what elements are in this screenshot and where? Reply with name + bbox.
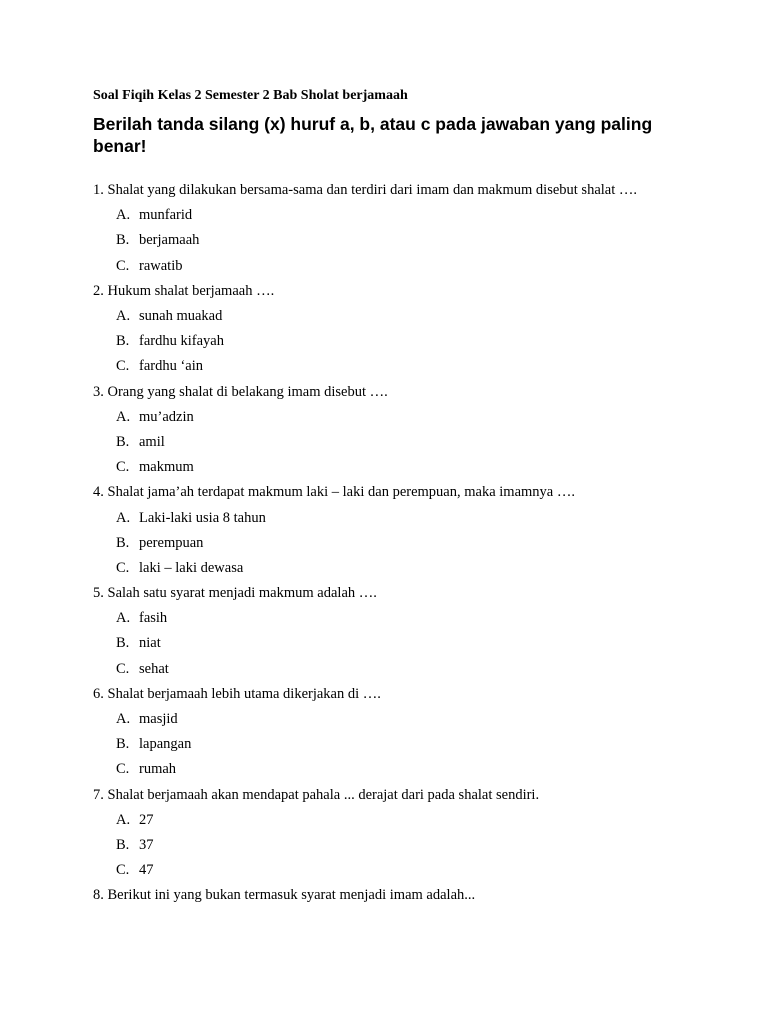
option-letter: A. — [116, 307, 131, 324]
question-text: 8. Berikut ini yang bukan termasuk syarat menjadi imam adalah... — [93, 887, 476, 904]
option-text: masjid — [139, 711, 178, 728]
option-letter: C. — [116, 761, 130, 778]
option-letter: A. — [116, 711, 131, 728]
option-text: 27 — [139, 811, 154, 828]
option-text: laki – laki dewasa — [139, 559, 244, 576]
option-c — [93, 354, 683, 379]
option-letter: B. — [116, 836, 130, 853]
option-text: berjamaah — [139, 232, 200, 249]
option-text: lapangan — [139, 736, 192, 753]
option-list — [93, 203, 683, 279]
option-a — [93, 707, 683, 732]
option-a — [93, 304, 683, 329]
question-text: 4. Shalat jama’ah terdapat makmum laki – laki dan perempuan, maka imamnya …. — [93, 484, 575, 501]
option-text: mu’adzin — [139, 408, 194, 425]
option-letter: C. — [116, 559, 130, 576]
option-list — [93, 707, 683, 783]
option-letter: C. — [116, 257, 130, 274]
question-7 — [93, 783, 683, 884]
instruction-heading: Berilah tanda silang (x) huruf a, b, atau c pada jawaban yang paling benar! — [93, 114, 653, 156]
option-letter: A. — [116, 408, 131, 425]
option-text: fardhu ‘ain — [139, 358, 204, 375]
option-letter: C. — [116, 660, 130, 677]
option-text: rawatib — [139, 257, 183, 274]
option-letter: B. — [116, 232, 130, 249]
option-text: Laki-laki usia 8 tahun — [139, 509, 266, 526]
option-list — [93, 506, 683, 582]
question-5 — [93, 581, 683, 682]
option-c — [93, 757, 683, 782]
option-b — [93, 732, 683, 757]
option-letter: C. — [116, 862, 130, 879]
question-2 — [93, 279, 683, 380]
option-text: fasih — [139, 610, 168, 627]
question-text: 6. Shalat berjamaah lebih utama dikerjakan di …. — [93, 685, 381, 702]
option-list — [93, 606, 683, 682]
question-text: 5. Salah satu syarat menjadi makmum adalah …. — [93, 585, 377, 602]
question-3 — [93, 380, 683, 481]
option-letter: B. — [116, 333, 130, 350]
document-page — [93, 86, 683, 909]
question-text: 3. Orang yang shalat di belakang imam disebut …. — [93, 383, 388, 400]
option-b — [93, 531, 683, 556]
option-a — [93, 405, 683, 430]
option-text: sehat — [139, 660, 169, 677]
option-text: rumah — [139, 761, 177, 778]
option-c — [93, 455, 683, 480]
option-b — [93, 430, 683, 455]
option-text: munfarid — [139, 207, 193, 224]
option-letter: B. — [116, 433, 130, 450]
option-text: fardhu kifayah — [139, 333, 224, 350]
question-4 — [93, 480, 683, 581]
option-text: perempuan — [139, 534, 204, 551]
option-letter: B. — [116, 635, 130, 652]
option-letter: A. — [116, 610, 131, 627]
option-letter: B. — [116, 736, 130, 753]
option-letter: C. — [116, 459, 130, 476]
option-letter: B. — [116, 534, 130, 551]
option-c — [93, 556, 683, 581]
option-a — [93, 808, 683, 833]
option-list — [93, 405, 683, 481]
document-title: Soal Fiqih Kelas 2 Semester 2 Bab Sholat berjamaah — [93, 88, 408, 103]
option-c — [93, 657, 683, 682]
question-text: 1. Shalat yang dilakukan bersama-sama dan terdiri dari imam dan makmum disebut shalat …. — [93, 182, 638, 198]
option-text: makmum — [139, 459, 194, 476]
option-text: niat — [139, 635, 161, 652]
option-b — [93, 631, 683, 656]
option-text: 47 — [139, 862, 154, 879]
question-6 — [93, 682, 683, 783]
option-a — [93, 203, 683, 228]
option-letter: A. — [116, 509, 131, 526]
option-c — [93, 858, 683, 883]
question-text: 7. Shalat berjamaah akan mendapat pahala ... derajat dari pada shalat sendiri. — [93, 786, 540, 803]
option-b — [93, 228, 683, 253]
option-letter: A. — [116, 207, 131, 224]
option-text: sunah muakad — [139, 307, 223, 324]
option-letter: C. — [116, 358, 130, 375]
option-b — [93, 329, 683, 354]
option-list — [93, 304, 683, 380]
question-list — [93, 178, 683, 909]
question-1 — [93, 178, 683, 279]
option-b — [93, 833, 683, 858]
option-a — [93, 606, 683, 631]
option-text: amil — [139, 433, 165, 450]
question-8 — [93, 883, 683, 908]
option-text: 37 — [139, 836, 154, 853]
option-letter: A. — [116, 811, 131, 828]
question-text: 2. Hukum shalat berjamaah …. — [93, 282, 275, 299]
option-a — [93, 506, 683, 531]
option-c — [93, 254, 683, 279]
option-list — [93, 808, 683, 884]
